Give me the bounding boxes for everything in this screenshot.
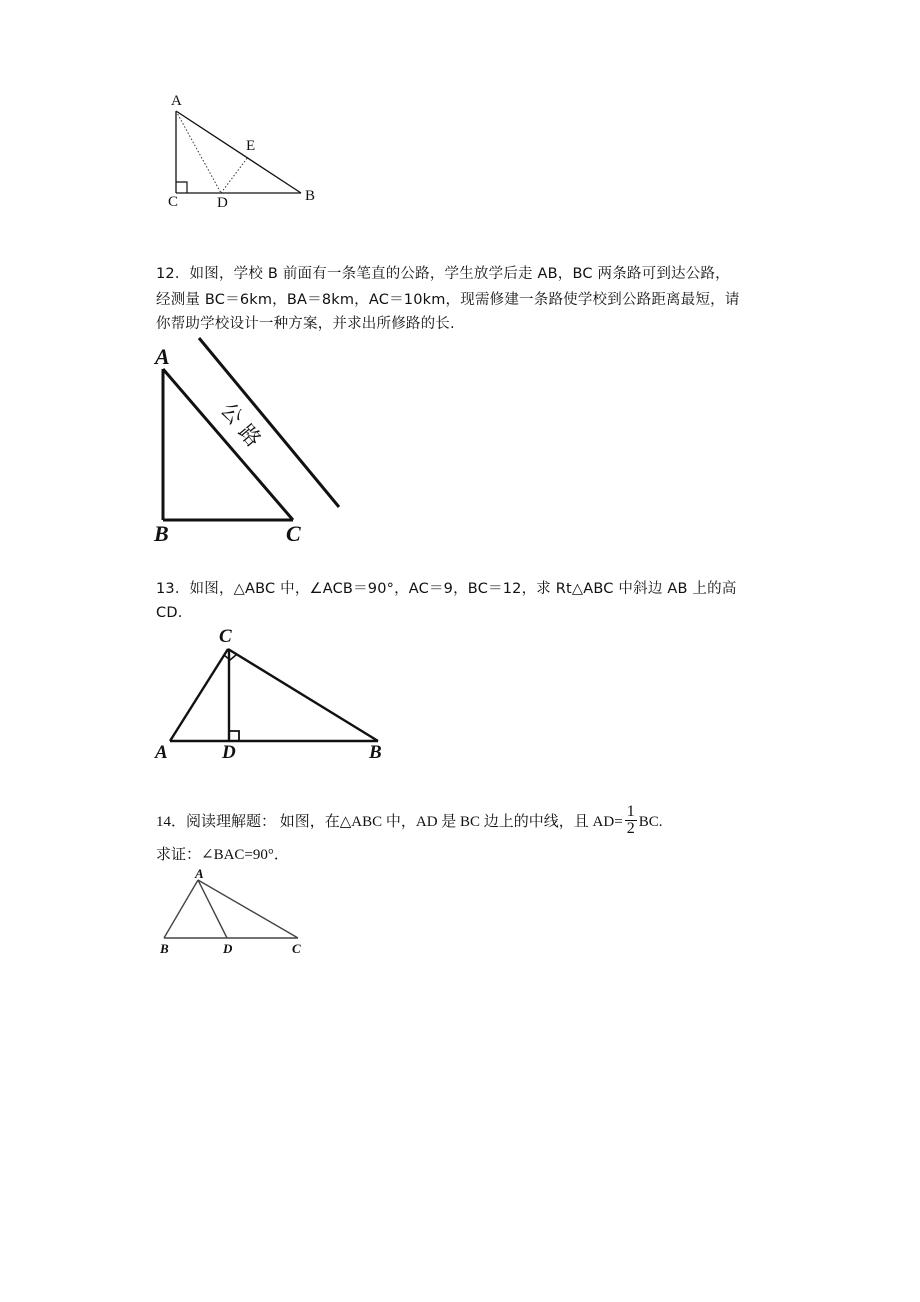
q13-segment-ac xyxy=(170,649,228,741)
q14-label-c: C xyxy=(292,941,301,956)
q13-label-b: B xyxy=(369,742,382,763)
segment-ab xyxy=(176,111,301,193)
q12-label-b: B xyxy=(154,521,169,546)
q12-label-c: C xyxy=(286,521,301,546)
q12-segment-ac xyxy=(163,369,293,520)
label-a: A xyxy=(171,93,182,109)
q13-segment-cb xyxy=(228,649,378,741)
q13-figure-svg xyxy=(0,630,920,770)
q12-label-a: A xyxy=(155,344,170,369)
q12-line-1: 12．如图，学校 B 前面有一条笔直的公路，学生放学后走 AB，BC 两条路可到达公路， xyxy=(156,266,730,282)
q12-line-2: 经测量 BC＝6km，BA＝8km，AC＝10km，现需修建一条路使学校到公路距离最短，请 xyxy=(156,292,740,308)
q14-frac-numerator: 1 xyxy=(626,803,635,820)
segment-de-dotted xyxy=(221,157,248,193)
q14-label-a: A xyxy=(195,866,204,881)
label-b: B xyxy=(305,188,316,204)
q14-line-1-prefix: 14．阅读理解题： 如图，在△ABC 中，AD 是 BC 边上的中线，且 AD= xyxy=(156,813,623,830)
q14-line-1-suffix: BC. xyxy=(638,813,663,830)
q14-label-b: B xyxy=(160,941,169,956)
q12-road-char-1: 公 xyxy=(215,397,248,430)
q13-line-2: CD. xyxy=(156,605,183,621)
q13-right-angle-d xyxy=(229,731,239,741)
figure-top-svg xyxy=(0,0,920,230)
q13-label-a: A xyxy=(155,742,168,763)
q13-label-c: C xyxy=(219,626,232,647)
q14-line-2: 求证：∠BAC=90°． xyxy=(156,847,289,863)
q13-line-1: 13．如图，△ABC 中，∠ACB＝90°，AC＝9，BC＝12，求 Rt△ABC 中斜边 AB 上的高 xyxy=(156,581,737,597)
q14-label-d: D xyxy=(223,941,233,956)
q14-fraction xyxy=(625,804,637,837)
label-e: E xyxy=(246,138,256,154)
right-angle-mark-c xyxy=(176,182,187,193)
label-c: C xyxy=(168,194,179,210)
q14-frac-denominator: 2 xyxy=(626,820,635,837)
q14-segment-ab xyxy=(164,880,198,938)
q12-line-3: 你帮助学校设计一种方案，并求出所修路的长. xyxy=(156,316,455,332)
q12-figure-svg xyxy=(0,330,920,550)
q13-label-d: D xyxy=(222,742,236,763)
q14-figure-svg xyxy=(0,870,920,960)
segment-ad-dotted xyxy=(176,111,221,193)
q12-road-char-2: 路 xyxy=(233,419,266,452)
q14-line-1 xyxy=(156,803,663,839)
label-d: D xyxy=(217,195,228,211)
